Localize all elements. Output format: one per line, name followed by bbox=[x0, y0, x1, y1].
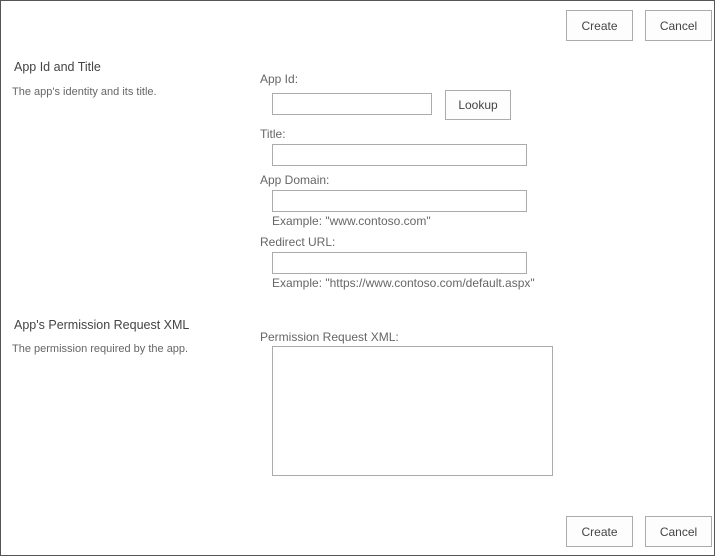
lookup-button[interactable]: Lookup bbox=[445, 90, 511, 120]
app-id-label: App Id: bbox=[260, 72, 299, 86]
identity-section-title: App Id and Title bbox=[14, 60, 101, 74]
redirect-url-label: Redirect URL: bbox=[260, 235, 336, 249]
permissions-section-title: App's Permission Request XML bbox=[14, 318, 190, 332]
create-button-bottom[interactable]: Create bbox=[566, 516, 633, 547]
create-button-top[interactable]: Create bbox=[566, 10, 633, 41]
app-domain-label: App Domain: bbox=[260, 173, 330, 187]
app-domain-example: Example: "www.contoso.com" bbox=[272, 214, 431, 228]
redirect-url-input[interactable] bbox=[272, 252, 527, 274]
permission-xml-textarea[interactable] bbox=[272, 346, 553, 476]
redirect-url-example: Example: "https://www.contoso.com/default.aspx" bbox=[272, 276, 535, 290]
cancel-button-top[interactable]: Cancel bbox=[645, 10, 712, 41]
identity-section-description: The app's identity and its title. bbox=[12, 86, 157, 98]
permission-xml-label: Permission Request XML: bbox=[260, 330, 399, 344]
cancel-button-bottom[interactable]: Cancel bbox=[645, 516, 712, 547]
app-domain-input[interactable] bbox=[272, 190, 527, 212]
permissions-section-description: The permission required by the app. bbox=[12, 343, 189, 355]
app-id-input[interactable] bbox=[272, 93, 432, 115]
title-label: Title: bbox=[260, 127, 286, 141]
title-input[interactable] bbox=[272, 144, 527, 166]
